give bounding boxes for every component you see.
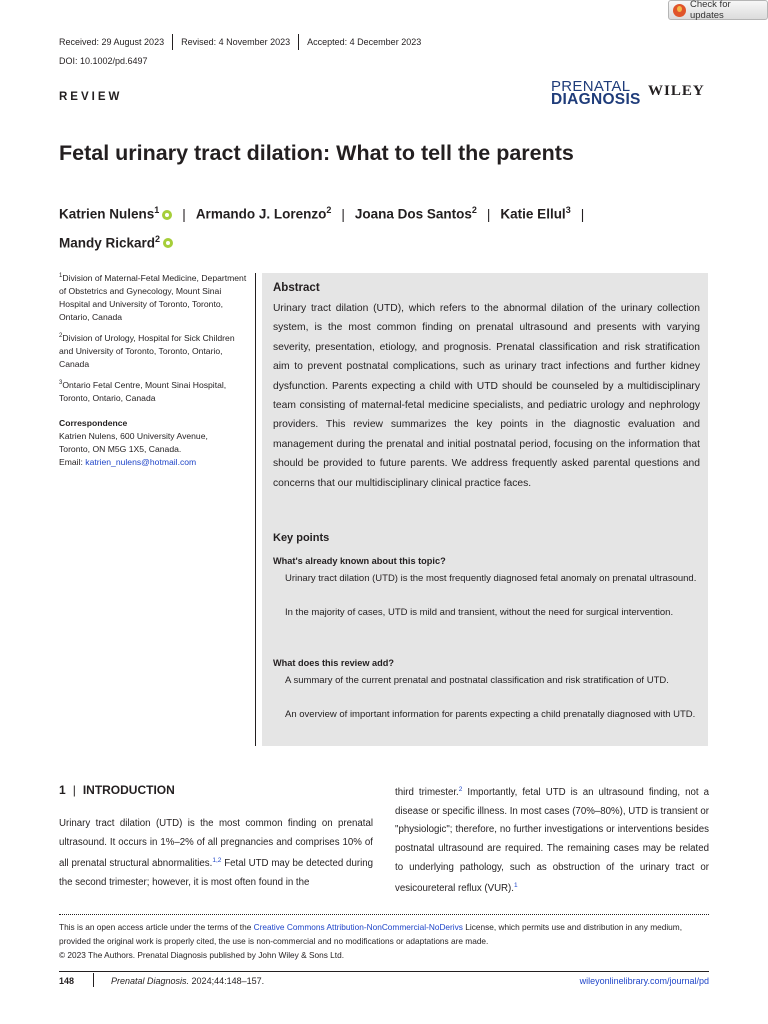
author-affiliation: 2 — [155, 233, 161, 244]
license-divider — [59, 914, 709, 915]
intro-text: Importantly, fetal UTD is an ultrasound finding, not a disease or specific illness. In most cases (70%–80%), UTD is transient or "physiologic"; therefore, no further investigations or interventions besides postnatal ultrasound are required. The remaining cases may be related to underlying pathology, such as obstruction of the urinary tract or vesicoureteral reflux (VUR). — [395, 787, 710, 895]
license-link[interactable]: Creative Commons Attribution-NonCommercial-NoDerivs — [253, 922, 463, 932]
intro-paragraph-right — [395, 781, 709, 899]
journal-name: Prenatal Diagnosis. — [111, 976, 190, 986]
affiliation-text: Division of Urology, Hospital for Sick Children and University of Toronto, Toronto, Ontario, Canada — [59, 332, 235, 369]
affiliation — [59, 377, 247, 405]
correspondence-city: Toronto, ON M5G 1X5, Canada. — [59, 443, 182, 454]
check-for-updates-label: Check for updates — [689, 0, 731, 21]
correspondence-details — [59, 430, 247, 469]
author-affiliation: 2 — [471, 205, 477, 215]
author-name: Katie Ellul — [500, 206, 566, 222]
journal-logo-line2: DIAGNOSIS — [551, 91, 641, 108]
author-name: Mandy Rickard — [59, 235, 156, 250]
email-label: Email: — [59, 456, 86, 467]
author-separator: | — [341, 206, 345, 222]
section-number: 1 — [59, 783, 66, 797]
footer-separator — [93, 973, 94, 987]
affiliation-number: 1 — [59, 273, 63, 279]
affiliation — [59, 330, 247, 371]
citation-link[interactable]: 1 — [513, 882, 518, 890]
author-affiliation: 1 — [154, 205, 160, 215]
orcid-icon[interactable] — [162, 210, 172, 220]
author-affiliation: 2 — [326, 205, 332, 215]
key-points-heading: Key points — [273, 532, 330, 544]
crossmark-icon — [673, 4, 686, 17]
author-list — [59, 198, 719, 255]
license-notice — [59, 920, 711, 962]
affiliation-number: 2 — [59, 332, 63, 339]
abstract-heading: Abstract — [273, 282, 320, 294]
key-point-item: A summary of the current prenatal and postnatal classification and risk stratification of UTD. — [285, 675, 669, 686]
footer-divider — [59, 971, 709, 972]
intro-paragraph-left — [59, 815, 373, 893]
section-heading-introduction — [59, 783, 175, 797]
key-points-known-heading: What's already known about this topic? — [273, 556, 446, 566]
history-divider — [172, 34, 173, 50]
affiliations-panel — [59, 270, 247, 469]
article-title: Fetal urinary tract dilation: What to tell the parents — [59, 141, 574, 165]
revised-date: Revised: 4 November 2023 — [181, 37, 291, 47]
key-point-item: Urinary tract dilation (UTD) is the most frequently diagnosed fetal anomaly on prenatal ultrasound. — [285, 573, 697, 584]
intro-text: Urinary tract dilation (UTD) is the most common finding on prenatal ultrasound. It occurs in 1%–2% of all pregnancies and comprises 10% of all prenatal structural abnormalities. — [59, 818, 373, 870]
orcid-icon[interactable] — [163, 238, 173, 248]
affiliation-number: 3 — [59, 379, 63, 386]
affiliation-text: Ontario Fetal Centre, Mount Sinai Hospital, Toronto, Ontario, Canada — [59, 379, 227, 403]
citation-details: 2024;44:148–157. — [189, 976, 265, 986]
section-separator: | — [72, 783, 76, 797]
correspondence-address: Katrien Nulens, 600 University Avenue, — [59, 430, 208, 441]
journal-url-link[interactable]: wileyonlinelibrary.com/journal/pd — [579, 976, 709, 986]
journal-logo-line1: PRENATAL — [551, 78, 631, 95]
intro-text: Fetal UTD may be detected during the second trimester; however, it is most often found in the — [59, 858, 373, 889]
correspondence-heading: Correspondence — [59, 417, 128, 428]
affiliation — [59, 270, 247, 324]
citation-link[interactable]: 1,2 — [212, 857, 222, 865]
author-separator: | — [580, 206, 585, 222]
author-name: Armando J. Lorenzo — [195, 206, 327, 222]
received-date: Received: 29 August 2023 — [59, 37, 165, 47]
history-divider — [298, 34, 299, 50]
author-affiliation: 3 — [565, 205, 571, 215]
key-point-item: An overview of important information for parents expecting a child prenatally diagnosed with UTD. — [285, 709, 696, 720]
author-name: Joana Dos Santos — [354, 206, 472, 222]
journal-citation — [111, 976, 264, 986]
doi: DOI: 10.1002/pd.6497 — [59, 56, 148, 66]
license-text: License, which permits use and distribution in any medium, provided the original work is properly cited, the use is non-commercial and no modifications or adaptations are made. — [59, 922, 683, 946]
abstract-text: Urinary tract dilation (UTD), which refers to the abnormal dilation of the urinary collection system, is the most common finding on prenatal ultrasound and presents with varying severity, presentation, etiology, and prognosis. Prenatal classification and risk stratification aim to prevent postnatal complications, such as urinary tract infections and further kidney dysfunction. Parents expecting a child with UTD should be counseled by a multidisciplinary team consisting of maternal-fetal medicine specialists, and pediatric urology and nephrology providers. This review summarizes the key points in the diagnostic evaluation and management during the prenatal and initial postnatal period, focusing on the information that should be provided to future parents. We address frequently asked parental questions and concerns that our multidisciplinary clinical practice faces. — [273, 303, 700, 489]
accepted-date: Accepted: 4 December 2023 — [307, 37, 422, 47]
key-points-adds-heading: What does this review add? — [273, 658, 394, 668]
affiliation-text: Division of Maternal-Fetal Medicine, Department of Obstetrics and Gynecology, Mount Sinai Hospital and University of Toronto, Toronto, Ontario, Canada — [59, 272, 247, 322]
license-text: This is an open access article under the terms of the — [59, 922, 254, 932]
email-link[interactable]: katrien_nulens@hotmail.com — [85, 456, 197, 467]
author-separator: | — [486, 206, 491, 222]
intro-text: third trimester. — [395, 787, 459, 799]
check-for-updates-button[interactable] — [668, 0, 768, 20]
page-number: 148 — [59, 976, 75, 986]
publisher-logo: WILEY — [648, 83, 705, 99]
citation-link[interactable]: 2 — [458, 786, 463, 793]
author-separator: | — [182, 206, 186, 222]
article-history — [59, 37, 421, 50]
copyright: © 2023 The Authors. Prenatal Diagnosis published by John Wiley & Sons Ltd. — [59, 950, 344, 960]
key-point-item: In the majority of cases, UTD is mild and transient, without the need for surgical intervention. — [285, 607, 674, 618]
section-title: INTRODUCTION — [82, 783, 175, 797]
article-type: REVIEW — [59, 91, 123, 103]
author-name: Katrien Nulens — [59, 206, 155, 222]
abstract-divider — [255, 273, 256, 746]
